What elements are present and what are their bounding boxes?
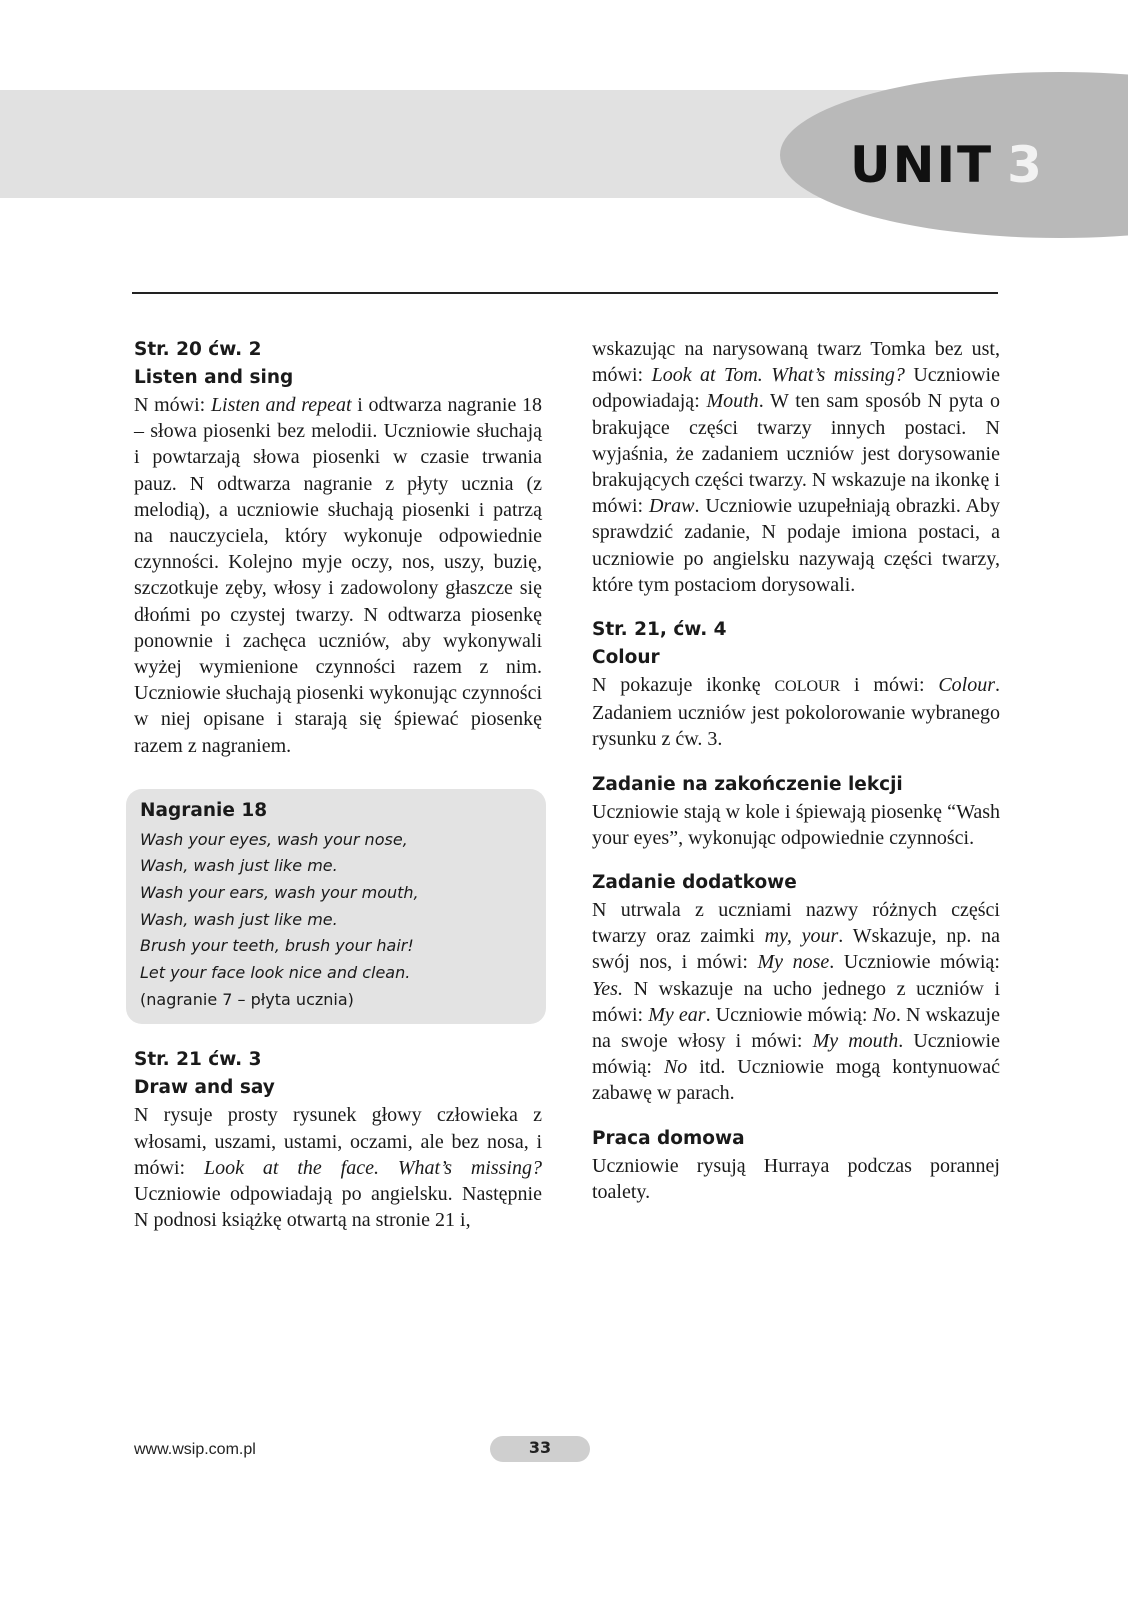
footer-url: www.wsip.com.pl <box>134 1441 256 1458</box>
body-italic: Draw <box>648 495 695 518</box>
lyric-line: Let your face look nice and clean. <box>140 962 411 982</box>
section-title: Draw and say <box>134 1077 275 1099</box>
body-text: N rysuje prosty rysunek głowy człowieka z włosami, uszami, ustami, oczami, ale bez nosa, i mówi: <box>134 1104 542 1179</box>
body-text: . Uczniowie mówią: <box>829 951 1000 974</box>
body-text: . Uczniowie mówią: <box>592 1030 1000 1079</box>
body-italic: My ear <box>648 1003 706 1026</box>
section-title: Listen and sing <box>134 367 294 388</box>
section-ref: Str. 21, ćw. 4 <box>592 619 727 641</box>
body-italic: Listen and repeat <box>210 394 352 416</box>
body-italic: Look at Tom. What’s missing? <box>651 364 905 387</box>
section-body <box>134 392 542 759</box>
body-text: N mówi: <box>134 394 211 416</box>
section-continuation <box>592 336 1000 598</box>
section-body <box>592 672 1000 753</box>
body-text: N utrwala z uczniami nazwy różnych części twarzy oraz zaimki <box>592 899 1000 948</box>
section-ref: Str. 20 ćw. 2 <box>134 339 262 360</box>
unit-word: UNIT <box>850 136 994 194</box>
body-text: N wskazuje na ucho jednego z uczniów i mówi: <box>592 977 1000 1026</box>
section-body <box>592 897 1000 1107</box>
body-text: . Uczniowie uzupełniają obrazki. Aby sprawdzić zadanie, N podaje imiona postaci, a uczniowie po angielsku nazywają części twarzy, które tym postaciom dorysowali. <box>592 495 1000 596</box>
body-text: Uczniowie odpowiadają: <box>592 364 1000 413</box>
section-listen-and-sing <box>134 336 542 759</box>
body-text: itd. Uczniowie mogą kontynuować zabawę w parach. <box>592 1056 1000 1105</box>
unit-number: 3 <box>1007 136 1044 194</box>
body-text: . Zadaniem uczniów jest pokolorowanie wybranego rysunku z ćw. 3. <box>592 674 1000 751</box>
lyric-line: Brush your teeth, brush your hair! <box>140 936 414 956</box>
body-text: i odtwarza nagranie 18 – słowa piosenki bez melodii. Uczniowie słuchają i powtarzają słowa piosenki w czasie trwania pauz. N odtwarza nagranie z płyty ucznia (z melodią), a uczniowie słuchają piosenki i patrzą na nauczyciela, który wykonuje odpowiednie czynności. Kolejno myje oczy, nos, uszy, buzię, szczotkuje zęby, włosy i zadowolony głaszcze się dłońmi po czystej twarzy. N odtwarza piosenkę ponownie i zachęca uczniów, aby wykonywali wyżej wymienione czynności razem z nim. Uczniowie słuchają piosenki wykonując czynności w niej opisane i starają się śpiewać piosenkę razem z nagraniem. <box>134 394 542 757</box>
section-body: Uczniowie stają w kole i śpiewają piosenkę “Wash your eyes”, wykonując odpowiednie czynności. <box>592 800 1000 849</box>
body-italic: No <box>872 1003 896 1026</box>
lyric-line: Wash, wash just like me. <box>140 909 338 929</box>
body-italic: my, your <box>764 925 839 948</box>
section-body: Uczniowie rysują Hurraya podczas porannej toalety. <box>592 1154 1000 1203</box>
left-column <box>134 336 542 1233</box>
section-extra-task <box>592 869 1000 1107</box>
lyric-line: Wash your eyes, wash your nose, <box>140 829 408 849</box>
recording-title: Nagranie 18 <box>140 799 268 821</box>
body-text: N pokazuje ikonkę <box>592 674 775 697</box>
body-italic: Colour <box>938 674 995 697</box>
section-title: Zadanie na zakończenie lekcji <box>592 773 903 795</box>
body-text: wskazując na narysowaną twarz Tomka bez ust, mówi: <box>592 338 1000 387</box>
section-ref: Str. 21 ćw. 3 <box>134 1049 262 1071</box>
section-body <box>592 336 1000 598</box>
body-text: . N wskazuje na swoje włosy i mówi: <box>592 1003 1000 1053</box>
recording-note: (nagranie 7 – płyta ucznia) <box>140 990 354 1010</box>
section-draw-and-say <box>134 1046 542 1233</box>
body-italic: No <box>663 1056 688 1079</box>
body-text: i mówi: <box>840 674 939 697</box>
lyric-line: Wash, wash just like me. <box>140 856 338 876</box>
recording-box <box>126 789 546 1025</box>
body-text: . Wskazuje, np. na swój nos, i mówi: <box>592 925 1000 974</box>
icon-label: COLOUR <box>774 678 841 696</box>
page-number: 33 <box>528 1438 552 1457</box>
body-italic: Mouth <box>706 390 759 413</box>
section-title: Praca domowa <box>592 1127 745 1149</box>
body-italic: My mouth <box>812 1030 899 1053</box>
lyric-line: Wash your ears, wash your mouth, <box>140 883 419 903</box>
body-italic: Look at the face. What’s missing? <box>204 1156 542 1179</box>
section-title: Zadanie dodatkowe <box>592 872 797 894</box>
body-italic: Yes. <box>592 977 623 1000</box>
unit-title <box>850 135 1044 195</box>
section-title: Colour <box>592 647 660 669</box>
body-italic: My nose <box>757 951 830 974</box>
section-body <box>134 1102 542 1233</box>
section-ending-task <box>592 771 1000 851</box>
header-divider <box>132 292 998 294</box>
section-homework <box>592 1125 1000 1205</box>
right-column <box>592 336 1000 1205</box>
body-text: . W ten sam sposób N pyta o brakujące części twarzy innych postaci. N wyjaśnia, że zadaniem uczniów jest dorysowanie brakujących części twarzy. N wskazuje na ikonkę i mówi: <box>592 390 1000 518</box>
section-colour <box>592 616 1000 753</box>
body-text: . Uczniowie mówią: <box>705 1003 873 1026</box>
body-text: Uczniowie odpowiadają po angielsku. Następnie N podnosi książkę otwartą na stronie 21 i, <box>134 1183 542 1232</box>
page-number-badge <box>490 1436 590 1462</box>
